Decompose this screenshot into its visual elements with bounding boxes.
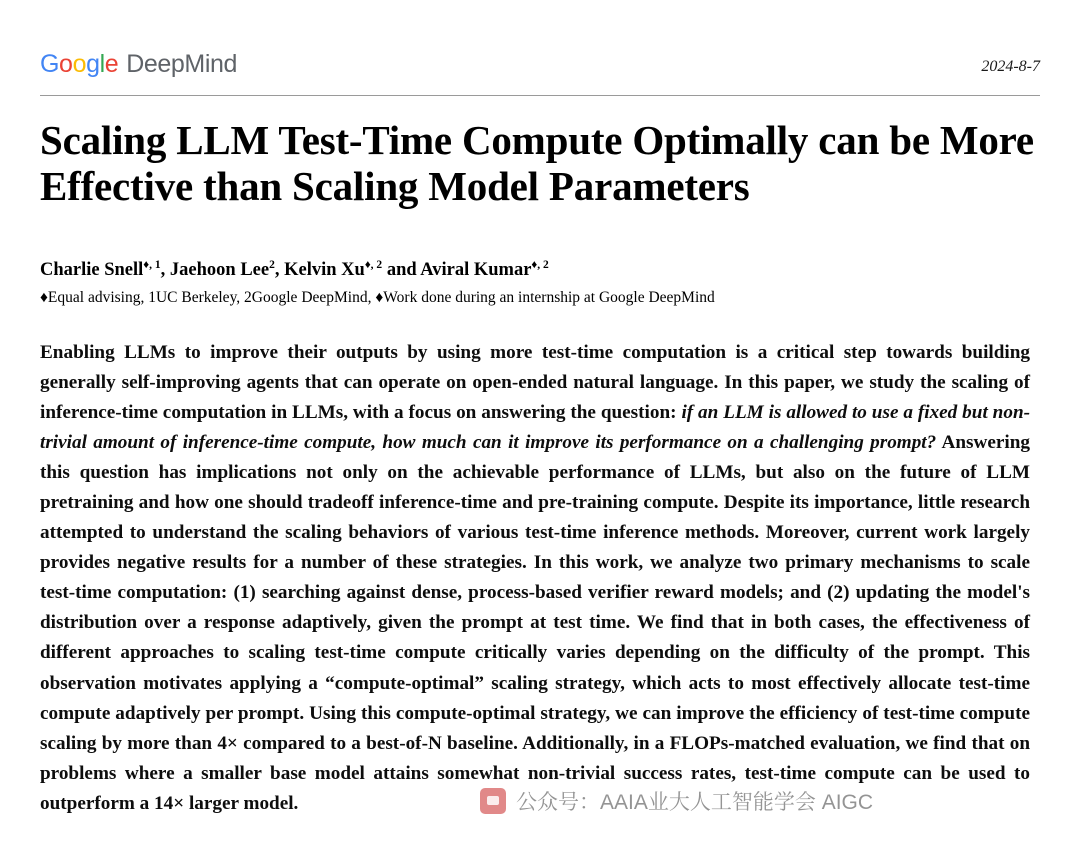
logo-deepmind-word: DeepMind (126, 50, 238, 78)
google-deepmind-logo (40, 50, 237, 79)
header-date: 2024-8-7 (981, 58, 1040, 75)
page-title: Scaling LLM Test-Time Compute Optimally can be More Effective than Scaling Model Parameters (40, 117, 1034, 209)
author-marks-1: ♦, 1 (143, 259, 161, 271)
header-divider (40, 95, 1040, 96)
abstract-part-1: Enabling LLMs to improve their outputs by using more test-time computation is a critical step towards building generally self-improving agents that can operate on open-ended natural language. In this paper, we study the scaling of inference-time computation in LLMs, with a focus on answering the question: (40, 342, 1030, 424)
abstract-italic-question: if an LLM is allowed to use a fixed but non-trivial amount of inference-time compute, how much can it improve its performance on a challenging prompt? (40, 402, 1031, 454)
page-header (40, 50, 1040, 96)
author-name-3: Kelvin Xu (284, 260, 365, 281)
logo-letter-o2: o (72, 50, 87, 78)
abstract-part-2: Answering this question has implications not only on the achievable performance of LLMs, but also on the future of LLM pretraining and how one should tradeoff inference-time and pre-training compute. Despite its importance, little research attempted to understand the scaling behaviors of various test-time inference methods. Moreover, current work largely provides negative results for a number of these strategies. In this work, we analyze two primary mechanisms to scale test-time computation: (1) searching against dense, process-based verifier reward models; and (2) updating the model's distribution over a response adaptively, given the prompt at test time. We find that in both cases, the effectiveness of different approaches to scaling test-time compute critically varies depending on the difficulty of the prompt. This observation motivates applying a “compute-optimal” scaling strategy, which acts to most effectively allocate test-time compute adaptively per prompt. Using this compute-optimal strategy, we can improve the efficiency of test-time compute scaling by more than 4× compared to a best-of-N baseline. Additionally, in a FLOPs-matched evaluation, we find that on problems where a smaller base model attains somewhat non-trivial success rates, test-time compute can be used to outperform a 14× larger model. (40, 432, 1030, 814)
logo-letter-g2: g (86, 50, 100, 78)
author-name-4: Aviral Kumar (420, 260, 532, 281)
logo-letter-e: e (104, 50, 119, 78)
watermark-text: 公众号：AAIA业大人工智能学会 AIGC (516, 791, 874, 814)
author-name-2: Jaehoon Lee (169, 260, 270, 281)
logo-letter-l: l (99, 50, 105, 78)
author-list: Charlie Snell$^{♦, 1}$, Jaehoon Lee$^2$, Kelvin $Xu^{♦, 2}$ and Aviral Kumar$^{♦, 2}$ (40, 259, 549, 281)
author-marks-4: ♦, 2 (531, 259, 549, 271)
affiliations: ♦Equal advising, 1UC Berkeley, 2Google DeepMind, ♦Work done during an internship at Google DeepMind (40, 289, 715, 306)
logo-letter-g: G (40, 50, 60, 78)
author-marks-3: ♦, 2 (364, 259, 383, 271)
author-marks-2: 2 (269, 259, 275, 271)
logo-letter-o1: o (59, 50, 73, 78)
abstract (40, 338, 1030, 819)
author-name-1: Charlie Snell (40, 260, 144, 281)
